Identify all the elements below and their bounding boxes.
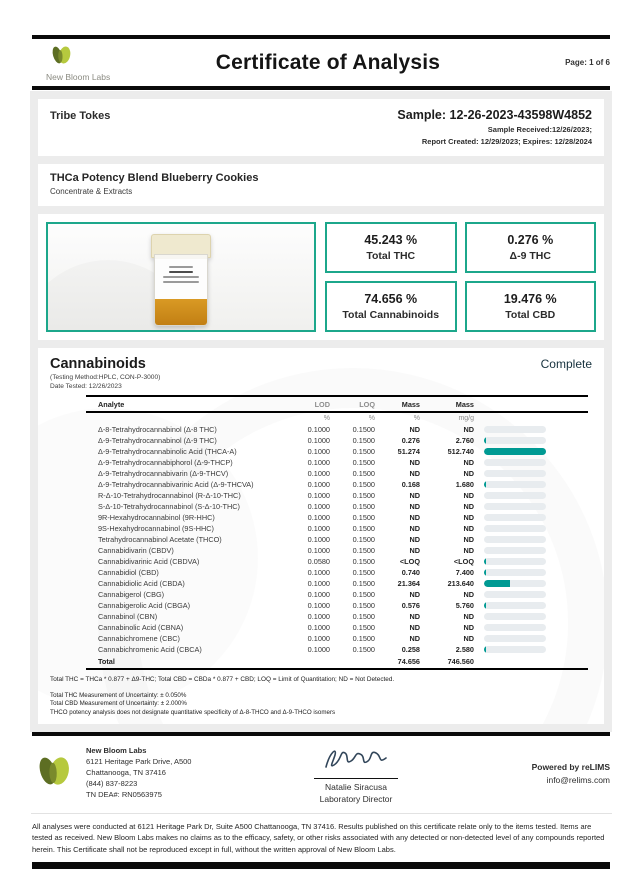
mass-bar bbox=[484, 503, 588, 510]
mass-bar-track bbox=[484, 580, 546, 587]
col-mass-mg: Mass bbox=[455, 399, 474, 409]
mass-mg-value: <LOQ bbox=[453, 557, 474, 566]
total-cbd-value: 19.476 % bbox=[503, 292, 557, 306]
mass-bar bbox=[484, 646, 588, 653]
loq-value: 0.1500 bbox=[352, 491, 375, 500]
table-row bbox=[86, 534, 588, 545]
header-bottom-rule bbox=[32, 86, 610, 90]
loq-value: 0.1500 bbox=[352, 634, 375, 643]
lod-value: 0.1000 bbox=[307, 436, 330, 445]
total-cannabinoids-value: 74.656 % bbox=[364, 292, 418, 306]
mass-bar bbox=[484, 459, 588, 466]
mass-bar-track bbox=[484, 459, 546, 466]
mass-bar bbox=[484, 492, 588, 499]
mass-mg-value: ND bbox=[463, 535, 474, 544]
mass-pct-value: ND bbox=[409, 590, 420, 599]
mass-bar bbox=[484, 481, 588, 488]
mass-bar bbox=[484, 426, 588, 433]
analyte-name: Cannabichromenic Acid (CBCA) bbox=[98, 645, 202, 654]
mass-mg-value: 5.760 bbox=[455, 601, 474, 610]
mass-pct-value: ND bbox=[409, 612, 420, 621]
loq-value: 0.1500 bbox=[352, 513, 375, 522]
jar-body bbox=[154, 254, 208, 326]
lod-value: 0.1000 bbox=[307, 568, 330, 577]
mass-bar-track bbox=[484, 481, 546, 488]
table-body bbox=[86, 424, 588, 655]
table-row bbox=[86, 512, 588, 523]
client-name: Tribe Tokes bbox=[50, 110, 111, 122]
mass-bar-track bbox=[484, 525, 546, 532]
analyte-name: Δ-9-Tetrahydrocannabinolic Acid (THCA-A) bbox=[98, 447, 237, 456]
mass-mg-value: 512.740 bbox=[447, 447, 474, 456]
mass-bar-track bbox=[484, 470, 546, 477]
loq-value: 0.1500 bbox=[352, 480, 375, 489]
mass-pct-value: ND bbox=[409, 458, 420, 467]
mass-mg-value: ND bbox=[463, 469, 474, 478]
mass-mg-value: ND bbox=[463, 425, 474, 434]
mass-mg-value: ND bbox=[463, 546, 474, 555]
mass-mg-value: 7.400 bbox=[455, 568, 474, 577]
mass-bar bbox=[484, 613, 588, 620]
analyte-name: 9S-Hexahydrocannabinol (9S-HHC) bbox=[98, 524, 214, 533]
total-label: Total bbox=[98, 657, 115, 666]
analyte-name: Δ-9-Tetrahydrocannabivarin (Δ-9-THCV) bbox=[98, 469, 229, 478]
lod-value: 0.1000 bbox=[307, 524, 330, 533]
lod-value: 0.1000 bbox=[307, 623, 330, 632]
mass-pct-value: 0.258 bbox=[401, 645, 420, 654]
lod-value: 0.0580 bbox=[307, 557, 330, 566]
analyte-name: Δ-9-Tetrahydrocannabinol (Δ-9 THC) bbox=[98, 436, 217, 445]
mass-pct-value: 0.168 bbox=[401, 480, 420, 489]
mass-mg-value: ND bbox=[463, 623, 474, 632]
footnote-definitions: Total THC = THCa * 0.877 + Δ9-THC; Total CBD = CBDa * 0.877 + CBD; LOQ = Limit of Quantitation; ND = Not Detected. bbox=[50, 676, 395, 683]
loq-value: 0.1500 bbox=[352, 645, 375, 654]
jar-label-line bbox=[163, 276, 199, 278]
table-row bbox=[86, 479, 588, 490]
loq-value: 0.1500 bbox=[352, 469, 375, 478]
sample-photo bbox=[46, 222, 316, 332]
footnotes bbox=[50, 676, 588, 716]
table-row bbox=[86, 644, 588, 655]
mass-bar-fill bbox=[484, 437, 486, 444]
table-total-row bbox=[86, 655, 588, 670]
mass-bar bbox=[484, 569, 588, 576]
delta9-thc-box bbox=[465, 222, 597, 273]
lod-value: 0.1000 bbox=[307, 425, 330, 434]
lod-value: 0.1000 bbox=[307, 634, 330, 643]
lod-value: 0.1000 bbox=[307, 601, 330, 610]
analyte-name: Δ-9-Tetrahydrocannabivarinic Acid (Δ-9-THCVA) bbox=[98, 480, 254, 489]
table-row bbox=[86, 589, 588, 600]
lod-value: 0.1000 bbox=[307, 535, 330, 544]
mass-bar-track bbox=[484, 503, 546, 510]
brand-block bbox=[32, 44, 176, 82]
page-number: Page: 1 of 6 bbox=[565, 58, 610, 67]
table-row bbox=[86, 501, 588, 512]
lod-value: 0.1000 bbox=[307, 645, 330, 654]
mass-bar-fill bbox=[484, 646, 486, 653]
lod-value: 0.1000 bbox=[307, 590, 330, 599]
lab-name: New Bloom Labs bbox=[86, 746, 147, 756]
loq-value: 0.1500 bbox=[352, 557, 375, 566]
signature-block bbox=[282, 744, 430, 804]
mass-bar bbox=[484, 514, 588, 521]
mass-mg-value: 2.580 bbox=[455, 645, 474, 654]
mass-bar-track bbox=[484, 635, 546, 642]
top-margin bbox=[0, 0, 643, 35]
table-row bbox=[86, 578, 588, 589]
mass-bar bbox=[484, 525, 588, 532]
lod-value: 0.1000 bbox=[307, 502, 330, 511]
section-title: Cannabinoids bbox=[50, 356, 146, 372]
analyte-name: R-Δ-10-Tetrahydrocannabinol (R-Δ-10-THC) bbox=[98, 491, 241, 500]
table-row bbox=[86, 435, 588, 446]
footnote-thc-uncertainty: Total THC Measurement of Uncertainty: ± 0.050% bbox=[50, 691, 187, 699]
mass-bar-track bbox=[484, 569, 546, 576]
analyte-name: Δ-8-Tetrahydrocannabinol (Δ-8 THC) bbox=[98, 425, 217, 434]
signature-image bbox=[314, 744, 398, 779]
content-region bbox=[30, 91, 612, 732]
mass-pct-value: ND bbox=[409, 535, 420, 544]
mass-bar-fill bbox=[484, 580, 510, 587]
mass-mg-value: ND bbox=[463, 513, 474, 522]
mass-mg-value: ND bbox=[463, 590, 474, 599]
mass-bar-track bbox=[484, 646, 546, 653]
analyte-name: Δ-9-Tetrahydrocannabiphorol (Δ-9-THCP) bbox=[98, 458, 233, 467]
lab-address bbox=[86, 746, 191, 800]
sample-info-panel bbox=[38, 99, 604, 156]
mass-bar-track bbox=[484, 602, 546, 609]
total-mass-pct: 74.656 bbox=[397, 657, 420, 666]
disclaimer-text: All analyses were conducted at 6121 Heritage Park Dr, Suite A500 Chattanooga, TN 37416. Results published on this certificate relate only to the items tested. Items are tested as received. New Bloom Labs makes no claims as to the efficacy, safety, or other risks associated with any detected or non-detected level of any compounds reported herein. This Certificate shall not be reproduced except in full, without the written approval of New Bloom Labs. bbox=[32, 821, 605, 854]
product-panel bbox=[38, 164, 604, 206]
total-thc-value: 45.243 % bbox=[364, 233, 418, 247]
total-thc-box bbox=[325, 222, 457, 273]
date-tested: Date Tested: 12/26/2023 bbox=[50, 383, 122, 390]
mass-bar bbox=[484, 536, 588, 543]
powered-by: Powered by reLIMS bbox=[531, 762, 610, 772]
loq-value: 0.1500 bbox=[352, 524, 375, 533]
brand-name: New Bloom Labs bbox=[46, 71, 111, 82]
lab-phone: (844) 837-8223 bbox=[86, 778, 138, 788]
total-cannabinoids-box bbox=[325, 281, 457, 332]
mass-bar-track bbox=[484, 558, 546, 565]
mass-pct-value: ND bbox=[409, 546, 420, 555]
loq-value: 0.1500 bbox=[352, 447, 375, 456]
results-panel bbox=[38, 214, 604, 340]
loq-value: 0.1500 bbox=[352, 590, 375, 599]
table-row bbox=[86, 600, 588, 611]
table-row bbox=[86, 633, 588, 644]
mass-pct-value: ND bbox=[409, 524, 420, 533]
cannabinoids-table bbox=[86, 395, 588, 670]
mass-bar-fill bbox=[484, 602, 486, 609]
analyte-name: Cannabichromene (CBC) bbox=[98, 634, 180, 643]
mass-bar-fill bbox=[484, 481, 486, 488]
table-row bbox=[86, 490, 588, 501]
mass-bar bbox=[484, 448, 588, 455]
mass-pct-value: ND bbox=[409, 634, 420, 643]
mass-bar-fill bbox=[484, 569, 486, 576]
analyte-name: Cannabidivarinic Acid (CBDVA) bbox=[98, 557, 200, 566]
mass-bar bbox=[484, 470, 588, 477]
mass-pct-value: <LOQ bbox=[399, 557, 420, 566]
mass-mg-value: ND bbox=[463, 458, 474, 467]
analyte-name: Cannabidivarin (CBDV) bbox=[98, 546, 174, 555]
delta9-thc-value: 0.276 % bbox=[507, 233, 554, 247]
lod-value: 0.1000 bbox=[307, 579, 330, 588]
mass-mg-value: ND bbox=[463, 634, 474, 643]
mass-bar bbox=[484, 547, 588, 554]
analyte-name: Cannabinolic Acid (CBNA) bbox=[98, 623, 184, 632]
unit-mass-mg: mg/g bbox=[458, 415, 474, 422]
footer-divider bbox=[31, 813, 612, 814]
loq-value: 0.1500 bbox=[352, 546, 375, 555]
document-title: Certificate of Analysis bbox=[215, 50, 441, 74]
unit-loq: % bbox=[368, 415, 375, 422]
jar-label bbox=[155, 259, 207, 303]
loq-value: 0.1500 bbox=[352, 623, 375, 632]
loq-value: 0.1500 bbox=[352, 601, 375, 610]
powered-by-block bbox=[430, 762, 610, 785]
lod-value: 0.1000 bbox=[307, 491, 330, 500]
mass-bar bbox=[484, 591, 588, 598]
mass-bar-track bbox=[484, 613, 546, 620]
jar-liquid bbox=[155, 299, 207, 325]
relims-email-link[interactable]: info@relims.com bbox=[546, 775, 610, 785]
mass-bar-track bbox=[484, 624, 546, 631]
section-status: Complete bbox=[540, 357, 592, 371]
table-row bbox=[86, 468, 588, 479]
analyte-name: Tetrahydrocannabinol Acetate (THCO) bbox=[98, 535, 222, 544]
mass-bar-fill bbox=[484, 448, 546, 455]
analyte-name: Cannabinol (CBN) bbox=[98, 612, 158, 621]
mass-bar bbox=[484, 558, 588, 565]
product-name: THCa Potency Blend Blueberry Cookies bbox=[50, 172, 259, 184]
analyte-name: 9R-Hexahydrocannabinol (9R-HHC) bbox=[98, 513, 215, 522]
mass-bar-track bbox=[484, 448, 546, 455]
footnote-cbd-uncertainty: Total CBD Measurement of Uncertainty: ± 2.000% bbox=[50, 700, 187, 707]
report-dates: Report Created: 12/29/2023; Expires: 12/28/2024 bbox=[421, 137, 592, 146]
jar-label-line bbox=[169, 266, 193, 268]
mass-bar bbox=[484, 437, 588, 444]
table-row bbox=[86, 567, 588, 578]
cannabinoids-header bbox=[50, 356, 592, 372]
table-row bbox=[86, 556, 588, 567]
mass-bar-track bbox=[484, 591, 546, 598]
testing-method: (Testing Method:HPLC, CON-P-3000) bbox=[50, 374, 161, 381]
mass-mg-value: ND bbox=[463, 502, 474, 511]
total-cannabinoids-label: Total Cannabinoids bbox=[342, 309, 440, 321]
mass-pct-value: 0.740 bbox=[401, 568, 420, 577]
mass-pct-value: ND bbox=[409, 469, 420, 478]
total-thc-label: Total THC bbox=[366, 250, 416, 262]
new-bloom-labs-leaf-icon bbox=[46, 44, 76, 71]
analyte-name: Cannabidiol (CBD) bbox=[98, 568, 159, 577]
footer-content bbox=[32, 736, 610, 813]
lod-value: 0.1000 bbox=[307, 513, 330, 522]
mass-pct-value: 51.274 bbox=[397, 447, 420, 456]
loq-value: 0.1500 bbox=[352, 535, 375, 544]
mass-mg-value: 213.640 bbox=[447, 579, 474, 588]
mass-bar-track bbox=[484, 547, 546, 554]
new-bloom-labs-leaf-icon bbox=[32, 753, 76, 794]
footer bbox=[32, 732, 610, 813]
total-mass-mg: 746.560 bbox=[447, 657, 474, 666]
loq-value: 0.1500 bbox=[352, 568, 375, 577]
lab-address-line1: 6121 Heritage Park Drive, A500 bbox=[86, 757, 192, 767]
table-row bbox=[86, 523, 588, 534]
mass-pct-value: ND bbox=[409, 502, 420, 511]
bottom-rule bbox=[32, 862, 610, 869]
mass-pct-value: ND bbox=[409, 491, 420, 500]
mass-bar bbox=[484, 635, 588, 642]
delta9-thc-label: Δ-9 THC bbox=[509, 250, 551, 262]
lab-dea: TN DEA#: RN0563975 bbox=[86, 789, 162, 799]
sample-id: Sample: 12-26-2023-43598W4852 bbox=[397, 108, 592, 122]
table-row bbox=[86, 424, 588, 435]
table-header-row bbox=[86, 395, 588, 413]
table-row bbox=[86, 545, 588, 556]
analyte-name: Cannabidiolic Acid (CBDA) bbox=[98, 579, 185, 588]
lod-value: 0.1000 bbox=[307, 458, 330, 467]
unit-lod: % bbox=[323, 415, 330, 422]
mass-pct-value: ND bbox=[409, 425, 420, 434]
lod-value: 0.1000 bbox=[307, 612, 330, 621]
header bbox=[32, 39, 610, 86]
mass-bar bbox=[484, 624, 588, 631]
footer-lab-block bbox=[32, 746, 282, 800]
lod-value: 0.1000 bbox=[307, 546, 330, 555]
analyte-name: Cannabigerolic Acid (CBGA) bbox=[98, 601, 191, 610]
summary-boxes bbox=[325, 222, 596, 332]
mass-bar-track bbox=[484, 514, 546, 521]
col-lod: LOD bbox=[314, 399, 330, 409]
mass-bar-track bbox=[484, 426, 546, 433]
loq-value: 0.1500 bbox=[352, 458, 375, 467]
mass-mg-value: ND bbox=[463, 491, 474, 500]
jar-label-line bbox=[163, 281, 199, 283]
mass-bar bbox=[484, 602, 588, 609]
table-row bbox=[86, 622, 588, 633]
lab-address-line2: Chattanooga, TN 37416 bbox=[86, 768, 166, 778]
table-units-row bbox=[86, 413, 588, 424]
signer-title: Laboratory Director bbox=[319, 793, 393, 804]
mass-pct-value: 0.576 bbox=[401, 601, 420, 610]
mass-pct-value: ND bbox=[409, 513, 420, 522]
mass-bar-fill bbox=[484, 558, 486, 565]
lod-value: 0.1000 bbox=[307, 469, 330, 478]
table-row bbox=[86, 611, 588, 622]
mass-bar-track bbox=[484, 536, 546, 543]
lod-value: 0.1000 bbox=[307, 480, 330, 489]
table-row bbox=[86, 446, 588, 457]
loq-value: 0.1500 bbox=[352, 502, 375, 511]
mass-pct-value: ND bbox=[409, 623, 420, 632]
loq-value: 0.1500 bbox=[352, 436, 375, 445]
loq-value: 0.1500 bbox=[352, 425, 375, 434]
mass-mg-value: 1.680 bbox=[455, 480, 474, 489]
analyte-name: Cannabigerol (CBG) bbox=[98, 590, 165, 599]
unit-mass-pct: % bbox=[413, 415, 420, 422]
loq-value: 0.1500 bbox=[352, 579, 375, 588]
mass-bar bbox=[484, 580, 588, 587]
lod-value: 0.1000 bbox=[307, 447, 330, 456]
mass-pct-value: 21.364 bbox=[397, 579, 420, 588]
mass-mg-value: 2.760 bbox=[455, 436, 474, 445]
footnote-thco: THCO potency analysis does not designate quantitative specificity of Δ-8-THCO and Δ-9-THCO isomers bbox=[50, 708, 336, 716]
table-row bbox=[86, 457, 588, 468]
mass-mg-value: ND bbox=[463, 524, 474, 533]
sample-jar-image bbox=[149, 234, 213, 326]
mass-mg-value: ND bbox=[463, 612, 474, 621]
col-mass-pct: Mass bbox=[401, 399, 420, 409]
total-cbd-box bbox=[465, 281, 597, 332]
signer-name: Natalie Siracusa bbox=[325, 781, 387, 792]
mass-bar-track bbox=[484, 492, 546, 499]
mass-bar-track bbox=[484, 437, 546, 444]
mass-pct-value: 0.276 bbox=[401, 436, 420, 445]
col-loq: LOQ bbox=[359, 399, 375, 409]
sample-meta bbox=[397, 108, 592, 146]
loq-value: 0.1500 bbox=[352, 612, 375, 621]
jar-label-line bbox=[169, 271, 193, 273]
product-category: Concentrate & Extracts bbox=[50, 187, 133, 196]
total-cbd-label: Total CBD bbox=[505, 309, 556, 321]
analyte-name: S-Δ-10-Tetrahydrocannabinol (S-Δ-10-THC) bbox=[98, 502, 240, 511]
cannabinoids-panel bbox=[38, 348, 604, 724]
col-analyte: Analyte bbox=[98, 399, 125, 409]
sample-received: Sample Received:12/26/2023; bbox=[487, 125, 592, 134]
